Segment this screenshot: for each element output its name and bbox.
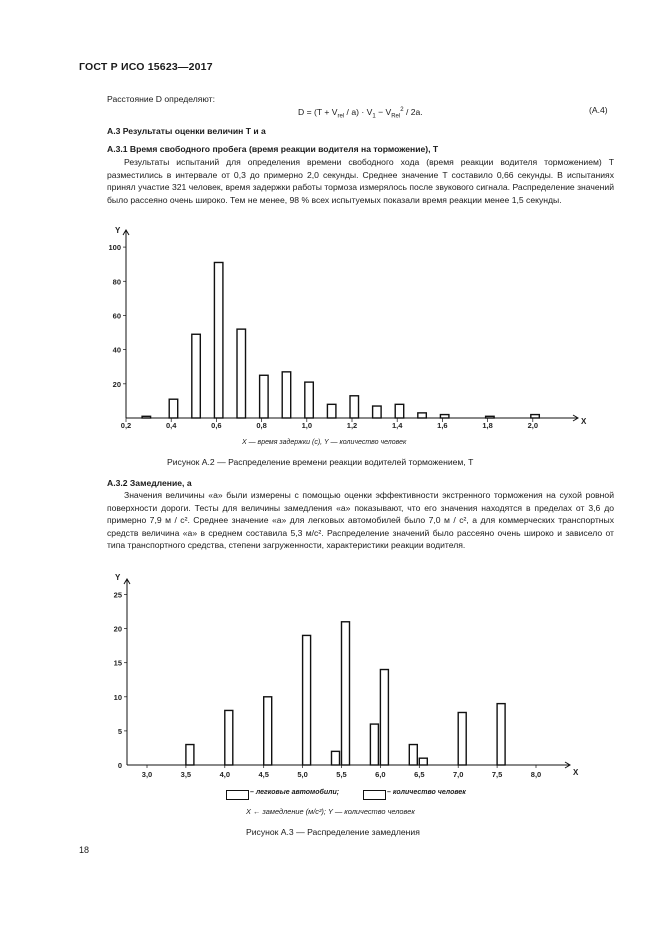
a2-y-tick-label: 100: [108, 243, 121, 253]
a3-y-tick-label: 5: [117, 726, 122, 736]
section-heading-a32: А.3.2 Замедление, a: [107, 478, 192, 488]
a3-x-tick-label: 4,0: [219, 770, 231, 779]
a2-bar: [214, 262, 223, 418]
a2-bar: [282, 372, 291, 418]
a3-bar-cars: [409, 745, 417, 765]
a2-bar: [169, 399, 178, 418]
a2-bar: [373, 406, 382, 418]
a2-x-tick-label: 0,6: [211, 421, 222, 430]
a2-bar: [531, 415, 540, 418]
a3-bar-people: [458, 712, 466, 765]
a2-bar: [418, 413, 427, 418]
figure-a2-legend: X — время задержки (с), Y — количество человек: [242, 439, 407, 446]
a2-bar: [350, 396, 359, 418]
section-heading-a3: А.3 Результаты оценки величин T и a: [107, 126, 266, 136]
a3-bar-people: [264, 697, 272, 765]
a3-x-tick-label: 5,0: [297, 770, 308, 779]
a2-x-tick-label: 1,0: [301, 421, 313, 430]
a3-x-tick-label: 6,0: [375, 770, 386, 779]
paragraph-a31: Результаты испытаний для определения времени свободного хода (время реакции водителя торможением) T разместились в интервале от 0,3 до примерно 2,0 секунды. Среднее значение T составило 0,66 секунды. В испытаниях принял участие 321 человек, время задержки работы тормоза измерялось после звукового сигнала. Распределение значений было рассеяно очень широко. Тем не менее, 98 % всех испытуемых показали время реакции менее 1,5 секунды.: [107, 157, 614, 205]
a3-y-tick-label: 25: [113, 590, 122, 600]
a3-y-tick-label: 10: [113, 692, 122, 702]
a2-y-tick-label: 40: [112, 345, 121, 355]
a3-x-tick-label: 4,5: [258, 770, 269, 779]
a2-y-tick-label: 20: [112, 379, 121, 389]
distance-intro: Расстояние D определяют:: [107, 94, 215, 104]
a3-y-tick-label: 20: [113, 624, 122, 634]
a2-x-letter: X: [581, 417, 587, 426]
figure-a3-axis-note: X ← замедление (м/с²); Y — количество человек: [246, 807, 415, 816]
a2-bar: [192, 334, 201, 418]
a2-x-tick-label: 1,2: [346, 421, 358, 430]
legend-swatch-cars: [226, 790, 249, 800]
a2-bar: [305, 382, 314, 418]
a3-bar-people: [342, 622, 350, 765]
a3-x-tick-label: 8,0: [530, 770, 542, 779]
a3-x-tick-label: 7,0: [452, 770, 464, 779]
a3-x-letter: X: [573, 768, 579, 777]
a2-bar: [237, 329, 246, 418]
a2-bar: [395, 404, 404, 418]
legend-label-people: – количество человек: [387, 789, 466, 796]
a2-x-tick-label: 2,0: [527, 421, 539, 430]
a3-x-tick-label: 5,5: [336, 770, 347, 779]
a3-bar-people: [419, 758, 427, 765]
a3-x-tick-label: 7,5: [491, 770, 503, 779]
a3-x-tick-label: 6,5: [414, 770, 425, 779]
a3-bar-people: [303, 635, 311, 765]
a3-bar-people: [186, 745, 194, 765]
figure-a2-caption: Рисунок А.2 — Распределение времени реакции водителей торможением, T: [167, 457, 474, 467]
a3-y-tick-label: 0: [117, 761, 122, 770]
a2-x-tick-label: 0,4: [165, 421, 177, 430]
figure-a3-caption: Рисунок А.3 — Распределение замедления: [246, 827, 420, 837]
a2-x-tick-label: 1,8: [482, 421, 493, 430]
a2-y-letter: Y: [115, 226, 121, 235]
paragraph-a32: Значения величины «a» были измерены с помощью оценки эффективности экстренного торможения на сухой ровной поверхности дороги. Тесты для величины замедления «a» показывают, что его значения находятся в пределах от 3,6 до примерно 7,9 м / с². Среднее значение «a» для легковых автомобилей было 7,0 м / с², а для коммерческих транспортных средств величина «a» в среднем составила 5,3 м/с². Распределение значений было рассеяно очень широко и зависело от типа транспортного средства, степени загруженности, характеристики реакции водителя.: [107, 490, 614, 551]
a3-bar-people: [497, 704, 505, 765]
section-heading-a31: А.3.1 Время свободного пробега (время реакции водителя на торможение), T: [107, 144, 439, 154]
a2-x-tick-label: 1,4: [391, 421, 403, 430]
legend-label-cars: – легковые автомобили;: [250, 789, 340, 796]
a3-bar-cars: [332, 751, 340, 765]
a2-x-tick-label: 1,6: [437, 421, 448, 430]
a3-y-letter: Y: [115, 573, 121, 582]
a2-y-tick-label: 80: [112, 277, 121, 287]
a3-x-tick-label: 3,5: [180, 770, 192, 779]
a3-y-tick-label: 15: [113, 658, 122, 668]
formula-number: (A.4): [589, 105, 608, 115]
figure-a3-chart: [100, 565, 600, 785]
a3-bar-cars: [370, 724, 378, 765]
a2-x-tick-label: 0,2: [120, 421, 132, 430]
legend-swatch-people: [363, 790, 386, 800]
a2-y-tick-label: 60: [112, 311, 121, 321]
a2-bar: [260, 375, 269, 418]
figure-a3-legend: [226, 789, 496, 801]
figure-a2-chart: [100, 222, 600, 454]
a2-bar: [440, 415, 449, 418]
a3-bar-people: [225, 710, 233, 765]
document-header: ГОСТ Р ИСО 15623—2017: [79, 61, 213, 73]
formula: $D = (T + V_{rel} / a) \cdot V_1 - V_{Rel}^2 / 2a$.: [298, 106, 423, 120]
a3-bar-people: [380, 670, 388, 765]
page-number: 18: [79, 845, 90, 855]
a2-bar: [327, 404, 336, 418]
a2-x-tick-label: 0,8: [256, 421, 267, 430]
a3-x-tick-label: 3,0: [141, 770, 153, 779]
